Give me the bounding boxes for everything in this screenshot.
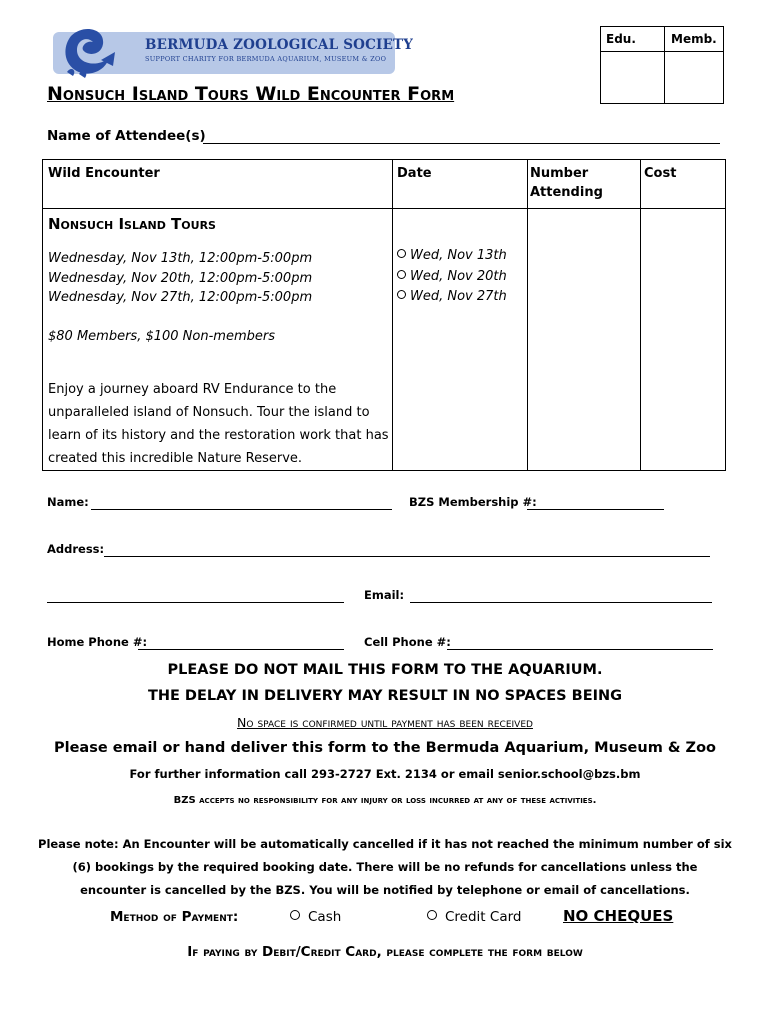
cell-phone-label: Cell Phone #:	[364, 635, 451, 649]
address-label: Address:	[47, 542, 105, 556]
session-item: Wednesday, Nov 27th, 12:00pm-5:00pm	[48, 290, 313, 305]
cell-phone-field[interactable]	[447, 649, 713, 650]
memb-label: Memb.	[671, 32, 717, 46]
bzs-logo	[53, 32, 414, 74]
address-line2-field[interactable]	[47, 602, 344, 603]
col-header-cost: Cost	[644, 166, 677, 181]
payment-method-label: Method of Payment:	[110, 909, 239, 925]
email-label: Email:	[364, 588, 405, 602]
logo-title: BERMUDA ZOOLOGICAL SOCIETY	[145, 37, 414, 53]
date-option-radio[interactable]: Wed, Nov 20th	[397, 267, 507, 288]
logo-subtitle: SUPPORT CHARITY FOR BERMUDA AQUARIUM, MUSEUM & ZOO	[145, 55, 387, 63]
cancellation-note-3: encounter is cancelled by the BZS. You will be notified by telephone or email of cancellations.	[80, 883, 690, 897]
date-options	[397, 246, 507, 308]
cancellation-note-2: (6) bookings by the required booking date. There will be no refunds for cancellations unless the	[72, 860, 698, 874]
attendee-name-field[interactable]	[203, 143, 720, 144]
number-attending-field[interactable]	[528, 209, 640, 469]
col-header-number: Number Attending	[530, 166, 603, 200]
date-option-radio[interactable]: Wed, Nov 13th	[397, 246, 507, 267]
cancellation-note-1: Please note: An Encounter will be automatically cancelled if it has not reached the minimum number of six	[38, 837, 732, 851]
payment-cash-option[interactable]: Cash	[290, 909, 341, 925]
attendee-label: Name of Attendee(s)	[47, 128, 206, 144]
session-item: Wednesday, Nov 20th, 12:00pm-5:00pm	[48, 270, 313, 286]
edu-label: Edu.	[606, 32, 636, 46]
disclaimer: BZS accepts no responsibility for any injury or loss incurred at any of these activities.	[173, 795, 597, 806]
radio-circle-icon	[427, 910, 437, 920]
session-list	[48, 249, 312, 308]
notice-payment: No space is confirmed until payment has been received	[237, 715, 533, 730]
notice-do-not-mail: PLEASE DO NOT MAIL THIS FORM TO THE AQUARIUM.	[167, 662, 603, 678]
date-option-radio[interactable]: Wed, Nov 27th	[397, 287, 507, 308]
office-use-box	[600, 26, 724, 104]
radio-circle-icon	[290, 910, 300, 920]
radio-circle-icon	[397, 270, 406, 279]
session-item: Wednesday, Nov 13th, 12:00pm-5:00pm	[48, 251, 313, 266]
contact-info: For further information call 293-2727 Ext. 2134 or email senior.school@bzs.bm	[129, 767, 641, 781]
radio-circle-icon	[397, 249, 406, 258]
notice-delay: THE DELAY IN DELIVERY MAY RESULT IN NO SPACES BEING	[147, 688, 623, 704]
payment-credit-option[interactable]: Credit Card	[427, 909, 521, 925]
form-title: Nonsuch Island Tours Wild Encounter Form	[47, 83, 455, 105]
section-title: Nonsuch Island Tours	[48, 215, 216, 233]
cost-field[interactable]	[641, 209, 724, 469]
home-phone-field[interactable]	[138, 649, 344, 650]
name-label: Name:	[47, 495, 89, 509]
fish-logo-icon	[57, 26, 121, 80]
email-field[interactable]	[410, 602, 712, 603]
encounter-table	[42, 159, 726, 471]
col-header-encounter: Wild Encounter	[48, 166, 160, 181]
pricing-text: $80 Members, $100 Non-members	[48, 329, 275, 344]
home-phone-label: Home Phone #:	[47, 635, 148, 649]
col-header-date: Date	[397, 166, 432, 181]
address-field[interactable]	[104, 556, 710, 557]
tour-description: Enjoy a journey aboard RV Endurance to the unparalleled island of Nonsuch. Tour the island to learn of its history and the restoration work that has created this incredible Nature Reserve.	[48, 382, 389, 466]
deliver-instructions: Please email or hand deliver this form to the Bermuda Aquarium, Museum & Zoo	[54, 740, 716, 756]
card-instructions: If paying by Debit/Credit Card, please complete the form below	[187, 944, 583, 960]
name-field[interactable]	[91, 509, 392, 510]
membership-label: BZS Membership #:	[409, 495, 537, 509]
membership-field[interactable]	[527, 509, 664, 510]
no-cheques: NO CHEQUES	[563, 907, 674, 925]
radio-circle-icon	[397, 290, 406, 299]
